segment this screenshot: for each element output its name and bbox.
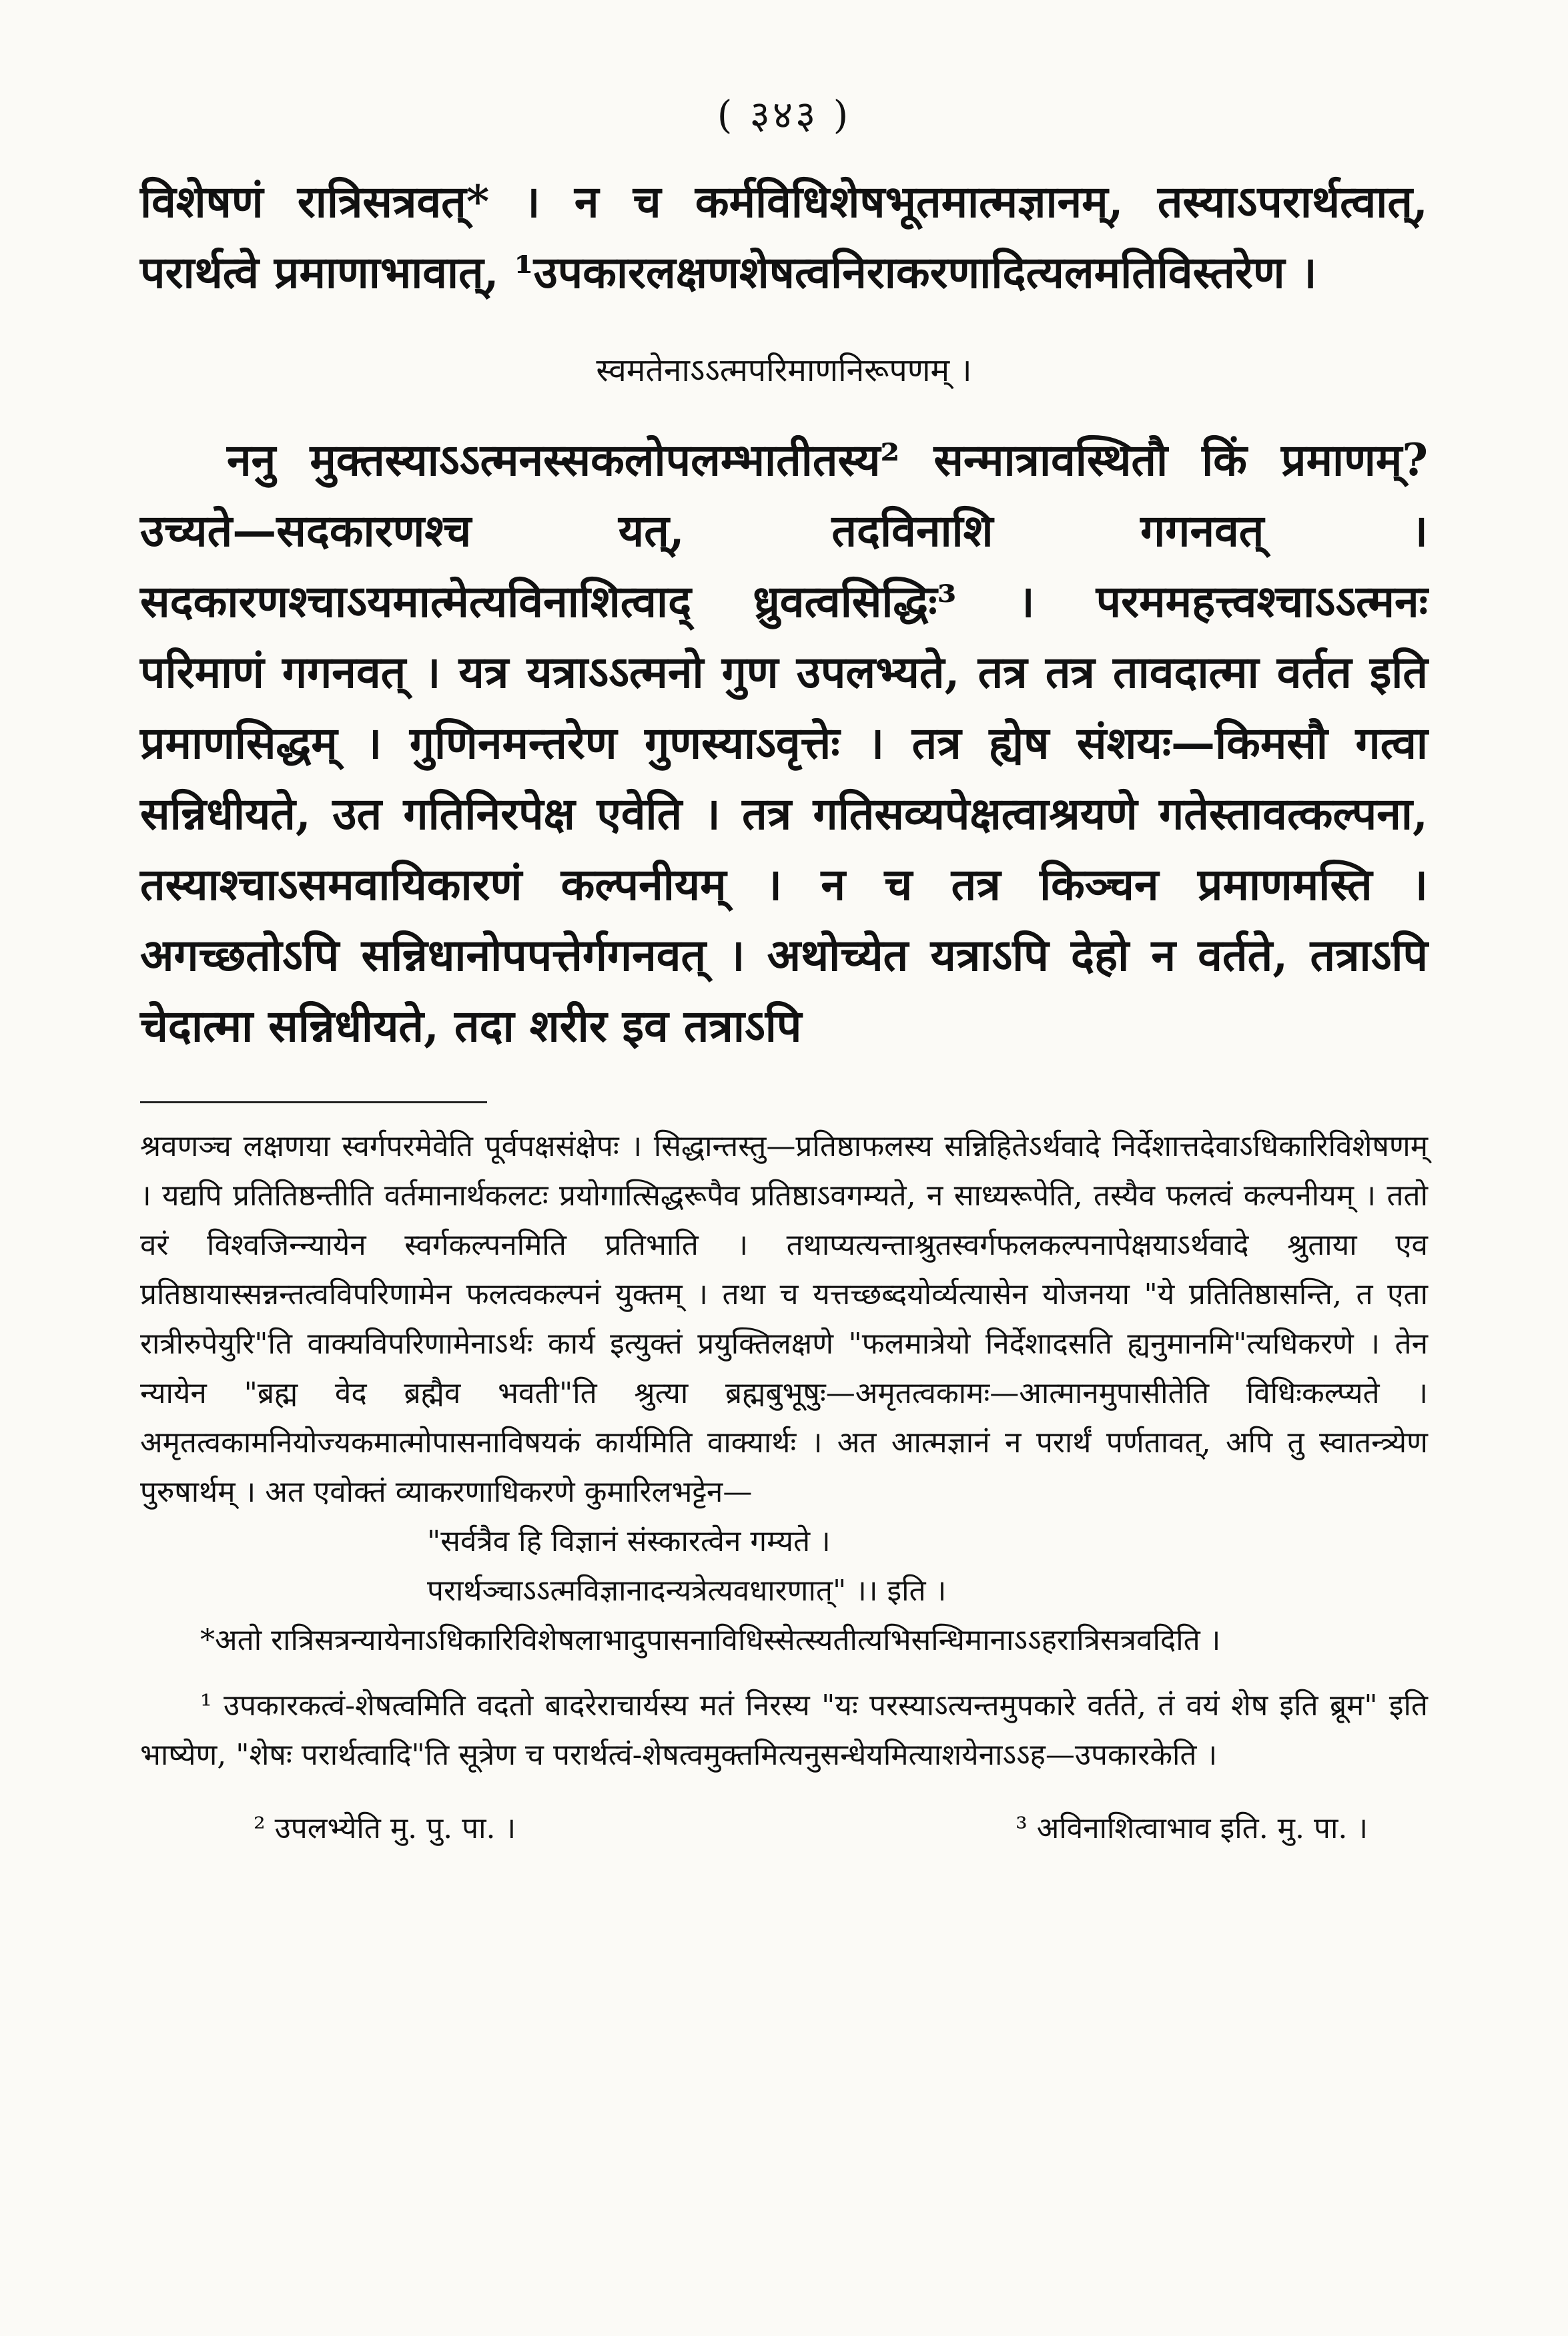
star-footnote: *अतो रात्रिसत्रन्यायेनाऽधिकारिविशेषलाभादुपासनाविधिस्सेत्स्यतीत्यभिसन्धिमानाऽऽहरात्रिसत्रवदिति । bbox=[200, 1623, 1221, 1657]
verse-line-1: "सर्वत्रैव हि विज्ञानं संस्कारत्वेन गम्यते । bbox=[427, 1524, 831, 1558]
footnote-continuation: श्रवणञ्च लक्षणया स्वर्गपरमेवेति पूर्वपक्षसंक्षेपः । सिद्धान्तस्तु—प्रतिष्ठाफलस्य सन्निहितेऽर्थवादे निर्देशात्तदेवाऽधिकारिविशेषणम् । यद्यपि प्रतितिष्ठन्तीति वर्तमानार्थकलटः प्रयोगात्सिद्धरूपैव प्रतिष्ठाऽवगम्यते, न साध्यरूपेति, तस्यैव फलत्वं कल्पनीयम् । ततो वरं विश्वजिन्न्यायेन स्वर्गकल्पनमिति प्रतिभाति । तथाप्यत्यन्ताश्रुतस्वर्गफलकल्पनापेक्षयाऽर्थवादे श्रुताया एव प्रतिष्ठायास्सन्नन्तत्वविपरिणामेन फलत्वकल्पनं युक्तम् । तथा च यत्तच्छब्दयोर्व्यत्यासेन योजनया "ये प्रतितिष्ठासन्ति, त एता रात्रीरुपेयुरि"ति वाक्यविपरिणामेनाऽर्थः कार्य इत्युक्तं प्रयुक्तिलक्षणे "फलमात्रेयो निर्देशादसति ह्यनुमानमि"त्यधिकरणे । तेन न्यायेन "ब्रह्म वेद ब्रह्मैव भवती"ति श्रुत्या ब्रह्मबुभूषुः—अमृतत्वकामः—आत्मानमुपासीतेति विधिःकल्प्यते । अमृतत्वकामनियोज्यकमात्मोपासनाविषयकं कार्यमिति वाक्यार्थः । अत आत्मज्ञानं न परार्थं पर्णतावत्, अपि तु स्वातन्त्र्येण पुरुषार्थम् । अत एवोक्तं व्याकरणाधिकरणे कुमारिलभट्टेन— bbox=[140, 1129, 1428, 1509]
main-paragraph-1: विशेषणं रात्रिसत्रवत्* । न च कर्मविधिशेषभूतमात्मज्ञानम्, तस्याऽपरार्थत्वात्, परार्थत्वे प्रमाणाभावात्, ¹उपकारलक्षणशेषत्वनिराकरणादित्यलमतिविस्तरेण । bbox=[140, 176, 1428, 298]
main-paragraph-2: ननु मुक्तस्याऽऽत्मनस्सकलोपलम्भातीतस्य² सन्मात्रावस्थितौ किं प्रमाणम्? उच्यते—सदकारणश्च यत्, तदविनाशि गगनवत् । सदकारणश्चाऽयमात्मेत्यविनाशित्वाद् ध्रुवत्वसिद्धिः³ । परममहत्त्वश्चाऽऽत्मनः परिमाणं गगनवत् । यत्र यत्राऽऽत्मनो गुण उपलभ्यते, तत्र तत्र तावदात्मा वर्तत इति प्रमाणसिद्धम् । गुणिनमन्तरेण गुणस्याऽवृत्तेः । तत्र ह्येष संशयः—किमसौ गत्वा सन्निधीयते, उत गतिनिरपेक्ष एवेति । तत्र गतिसव्यपेक्षत्वाश्रयणे गतेस्तावत्कल्पना, तस्याश्चाऽसमवायिकारणं कल्पनीयम् । न च तत्र किञ्चन प्रमाणमस्ति । अगच्छतोऽपि सन्निधानोपपत्तेर्गगनवत् । अथोच्येत यत्राऽपि देहो न वर्तते, तत्राऽपि चेदात्मा सन्निधीयते, तदा शरीर इव तत्राऽपि bbox=[140, 434, 1428, 1052]
section-heading: स्वमतेनाऽऽत्मपरिमाणनिरूपणम् । bbox=[596, 352, 972, 389]
page-number: ( ३४३ ) bbox=[717, 92, 851, 137]
variant-readings bbox=[140, 1804, 1428, 1853]
verse-line-2: परार्थञ्चाऽऽत्मविज्ञानादन्यत्रेत्यवधारणात्" ।। इति । bbox=[427, 1574, 947, 1608]
footnote-2: ² उपलभ्येति मु. पु. पा. । bbox=[254, 1811, 516, 1845]
footnote-divider bbox=[140, 1101, 487, 1103]
footnote-3: ³ अविनाशित्वाभाव इति. मु. पा. । bbox=[1016, 1811, 1368, 1845]
footnote-1: ¹ उपकारकत्वं-शेषत्वमिति वदतो बादरेराचार्यस्य मतं निरस्य "यः परस्याऽत्यन्तमुपकारे वर्तते, तं वयं शेष इति ब्रूम" इति भाष्येण, "शेषः परार्थत्वादि"ति सूत्रेण च परार्थत्वं-शेषत्वमुक्तमित्यनुसन्धेयमित्याशयेनाऽऽह—उपकारकेति । bbox=[140, 1689, 1428, 1772]
footnotes bbox=[140, 1122, 1428, 1780]
main-text bbox=[140, 166, 1428, 1061]
